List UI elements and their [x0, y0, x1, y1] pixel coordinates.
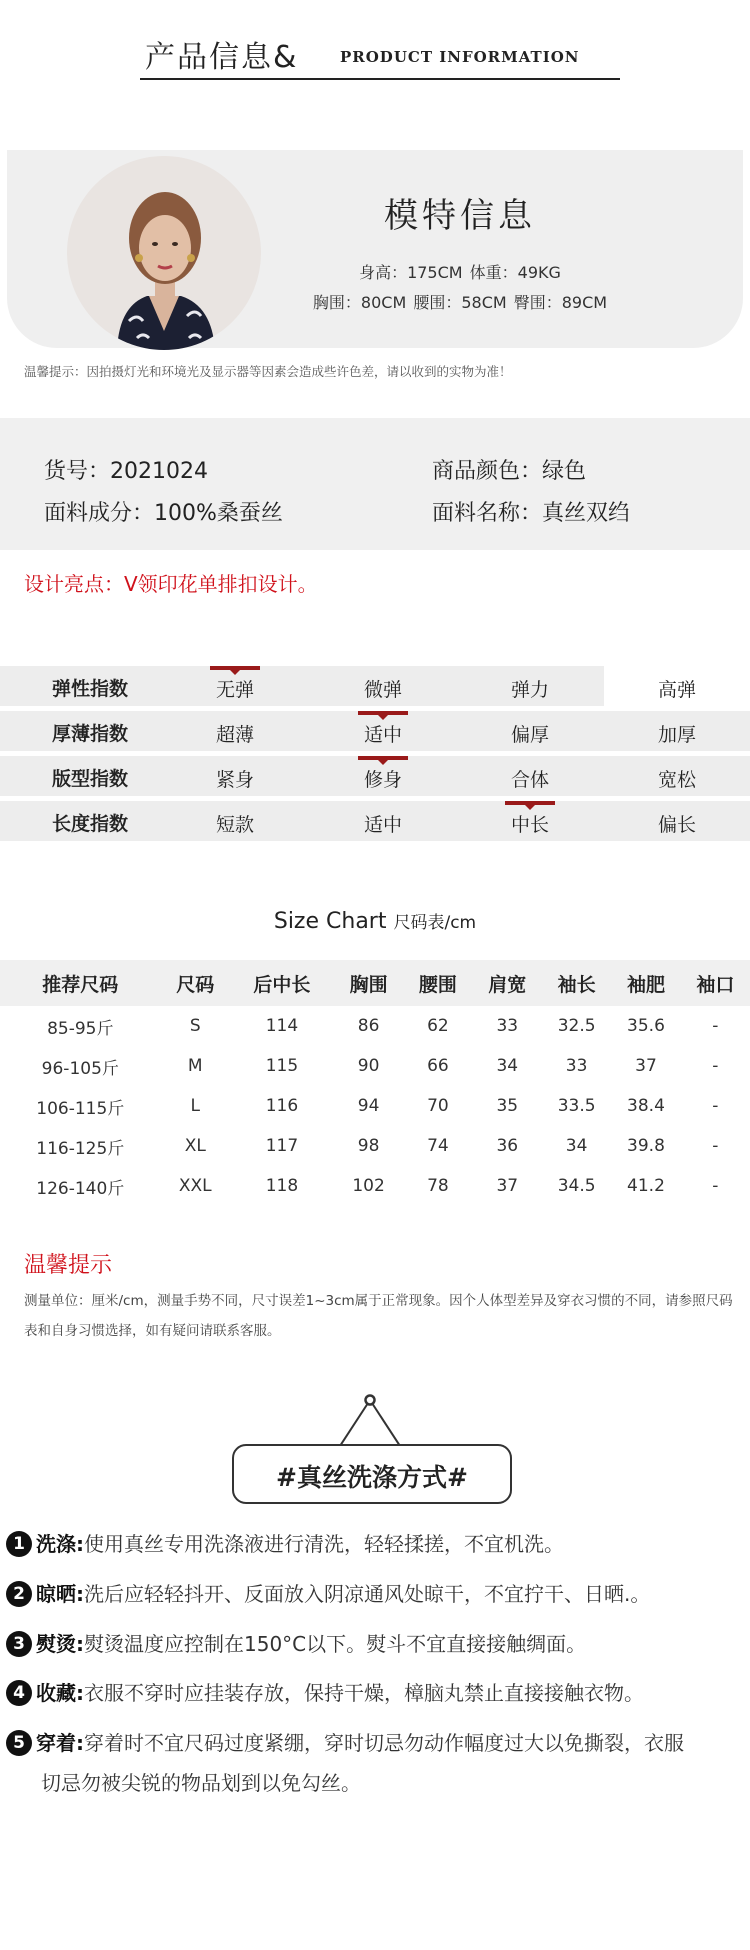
index-row-length — [0, 801, 750, 841]
table-cell: 70 — [427, 1096, 449, 1116]
table-cell: 37 — [496, 1176, 519, 1196]
table-cell: 90 — [357, 1056, 380, 1076]
item-number: 货号：2021024 — [44, 459, 208, 484]
table-cell: 74 — [427, 1136, 449, 1156]
index-row-thickness — [0, 711, 750, 751]
table-cell: 33.5 — [557, 1096, 596, 1116]
washing-item-key: 穿着: — [36, 1731, 84, 1755]
table-cell: - — [712, 1016, 719, 1036]
page-header — [140, 28, 620, 80]
table-cell: - — [712, 1096, 719, 1116]
table-cell: - — [712, 1056, 719, 1076]
index-label: 弹性指数 — [51, 678, 128, 700]
washing-item-wear — [6, 1723, 746, 1803]
hanger-icon — [340, 1394, 400, 1446]
size-chart-title-en: Size Chart — [273, 909, 387, 934]
table-cell: 114 — [265, 1016, 299, 1036]
header-title-cn: 产品信息& — [145, 40, 299, 75]
column-header: 袖长 — [542, 960, 611, 1006]
index-label: 厚薄指数 — [51, 723, 128, 745]
number-badge: 1 — [6, 1531, 32, 1557]
table-cell: 116-125斤 — [36, 1138, 125, 1159]
table-row — [0, 1086, 750, 1126]
color-difference-tip: 温馨提示：因拍摄灯光和环境光及显示器等因素会造成些许色差，请以收到的实物为准！ — [24, 364, 512, 379]
table-row — [0, 1126, 750, 1166]
table-row — [0, 1046, 750, 1086]
table-cell: 126-140斤 — [36, 1178, 125, 1199]
table-cell: 78 — [427, 1176, 449, 1196]
selected-marker — [358, 756, 408, 760]
column-header: 后中长 — [230, 960, 334, 1006]
washing-item-iron — [6, 1624, 746, 1664]
table-cell: 34.5 — [557, 1176, 596, 1196]
number-badge: 2 — [6, 1581, 32, 1607]
table-cell: 32.5 — [557, 1016, 596, 1036]
size-chart-table — [0, 960, 750, 1206]
index-option: 加厚 — [657, 724, 696, 746]
number-badge: 4 — [6, 1680, 32, 1706]
table-cell: 62 — [427, 1016, 449, 1036]
table-cell: 106-115斤 — [36, 1098, 125, 1119]
washing-item-storage — [6, 1673, 746, 1713]
index-option: 宽松 — [657, 769, 696, 791]
index-option: 合体 — [510, 769, 549, 791]
column-header: 肩宽 — [473, 960, 542, 1006]
column-header: 腰围 — [403, 960, 472, 1006]
washing-item-text-cont: 切忌勿被尖锐的物品划到以免勾丝。 — [41, 1771, 361, 1795]
table-cell: M — [187, 1056, 203, 1076]
model-measurements-2: 胸围：80CM 腰围：58CM 臀围：89CM — [312, 293, 608, 312]
table-cell: XXL — [178, 1176, 212, 1196]
table-cell: 39.8 — [627, 1136, 665, 1156]
table-cell: 118 — [265, 1176, 299, 1196]
index-option-selected: 适中 — [310, 720, 456, 751]
index-label: 长度指数 — [51, 813, 128, 835]
index-row-elasticity — [0, 666, 750, 706]
table-cell: - — [712, 1136, 719, 1156]
column-header: 胸围 — [334, 960, 403, 1006]
table-cell: 41.2 — [627, 1176, 665, 1196]
table-cell: 115 — [265, 1056, 299, 1076]
index-option: 弹力 — [510, 679, 549, 701]
table-cell: 34 — [565, 1136, 588, 1156]
table-cell: 35 — [496, 1096, 519, 1116]
table-cell: 85-95斤 — [47, 1018, 114, 1039]
table-cell: 33 — [496, 1016, 519, 1036]
number-badge: 5 — [6, 1730, 32, 1756]
number-badge: 3 — [6, 1631, 32, 1657]
column-header: 袖肥 — [611, 960, 680, 1006]
selected-marker — [505, 801, 555, 805]
table-cell: 35.6 — [627, 1016, 665, 1036]
model-title: 模特信息 — [384, 196, 536, 236]
size-chart-title — [0, 908, 750, 934]
table-cell: 94 — [357, 1096, 380, 1116]
table-cell: 33 — [565, 1056, 588, 1076]
washing-item-text: 使用真丝专用洗涤液进行清洗，轻轻揉搓，不宜机洗。 — [84, 1532, 564, 1556]
column-header: 尺码 — [161, 960, 230, 1006]
washing-item-text: 穿着时不宜尺码过度紧绷，穿时切忌勿动作幅度过大以免撕裂，衣服 — [84, 1731, 684, 1755]
index-option: 适中 — [363, 814, 402, 836]
table-cell: 37 — [635, 1056, 657, 1076]
index-option: 短款 — [215, 814, 254, 836]
table-cell: XL — [184, 1136, 206, 1156]
index-label: 版型指数 — [51, 768, 128, 790]
warm-tip-title: 温馨提示 — [24, 1253, 113, 1278]
index-option: 超薄 — [215, 724, 254, 746]
washing-item-text: 洗后应轻轻抖开、反面放入阴凉通风处晾干，不宜拧干、日晒.。 — [84, 1582, 651, 1606]
model-info-panel — [7, 150, 743, 348]
washing-item-key: 收藏: — [36, 1681, 84, 1705]
washing-item-dry — [6, 1574, 746, 1614]
product-info-panel — [0, 418, 750, 550]
table-cell: 66 — [427, 1056, 449, 1076]
index-option-selected: 无弹 — [162, 675, 308, 706]
table-cell: - — [712, 1176, 719, 1196]
table-cell: 117 — [265, 1136, 299, 1156]
index-option-selected: 修身 — [310, 765, 456, 796]
table-cell: S — [189, 1016, 201, 1036]
table-cell: 98 — [357, 1136, 380, 1156]
table-cell: 36 — [496, 1136, 519, 1156]
column-header: 推荐尺码 — [0, 960, 161, 1006]
index-option: 高弹 — [604, 666, 750, 706]
index-table — [0, 666, 750, 846]
design-highlight: 设计亮点：V领印花单排扣设计。 — [24, 572, 318, 596]
index-option: 微弹 — [363, 679, 402, 701]
washing-item-wash — [6, 1524, 746, 1564]
washing-item-key: 晾晒: — [36, 1582, 84, 1606]
fabric-name: 面料名称：真丝双绉 — [432, 501, 631, 526]
table-cell: 38.4 — [627, 1096, 665, 1116]
index-row-fit — [0, 756, 750, 796]
table-row — [0, 1166, 750, 1206]
table-cell: 86 — [357, 1016, 380, 1036]
washing-item-key: 熨烫: — [36, 1632, 84, 1656]
index-option: 偏厚 — [510, 724, 549, 746]
table-row — [0, 1006, 750, 1046]
selected-marker — [358, 711, 408, 715]
table-cell: 34 — [496, 1056, 519, 1076]
material-composition: 面料成分：100%桑蚕丝 — [44, 501, 283, 526]
index-option-selected: 中长 — [457, 810, 603, 841]
selected-marker — [210, 666, 260, 670]
table-cell: 102 — [352, 1176, 385, 1196]
table-header-row — [0, 960, 750, 1006]
table-cell: L — [190, 1096, 200, 1116]
washing-item-key: 洗涤: — [36, 1532, 84, 1556]
washing-item-text: 衣服不穿时应挂装存放，保持干燥，樟脑丸禁止直接接触衣物。 — [84, 1681, 644, 1705]
table-cell: 116 — [265, 1096, 299, 1116]
table-cell: 96-105斤 — [41, 1058, 119, 1079]
model-photo — [67, 156, 261, 350]
warm-tip-body: 测量单位：厘米/cm，测量手势不同，尺寸误差1~3cm属于正常现象。因个人体型差异及穿衣习惯的不同，请参照尺码表和自身习惯选择，如有疑问请联系客服。 — [24, 1293, 733, 1339]
index-option: 紧身 — [215, 769, 254, 791]
header-title-en: PRODUCT INFORMATION — [340, 48, 580, 66]
washing-item-text: 熨烫温度应控制在150°C以下。熨斗不宜直接接触绸面。 — [84, 1632, 587, 1656]
size-chart-unit: 尺码表/cm — [393, 913, 477, 933]
product-color: 商品颜色：绿色 — [432, 459, 587, 484]
index-option: 偏长 — [657, 814, 696, 836]
model-measurements-1: 身高：175CM 体重：49KG — [359, 263, 561, 282]
washing-title: #真丝洗涤方式# — [232, 1444, 512, 1504]
column-header: 袖口 — [681, 960, 750, 1006]
